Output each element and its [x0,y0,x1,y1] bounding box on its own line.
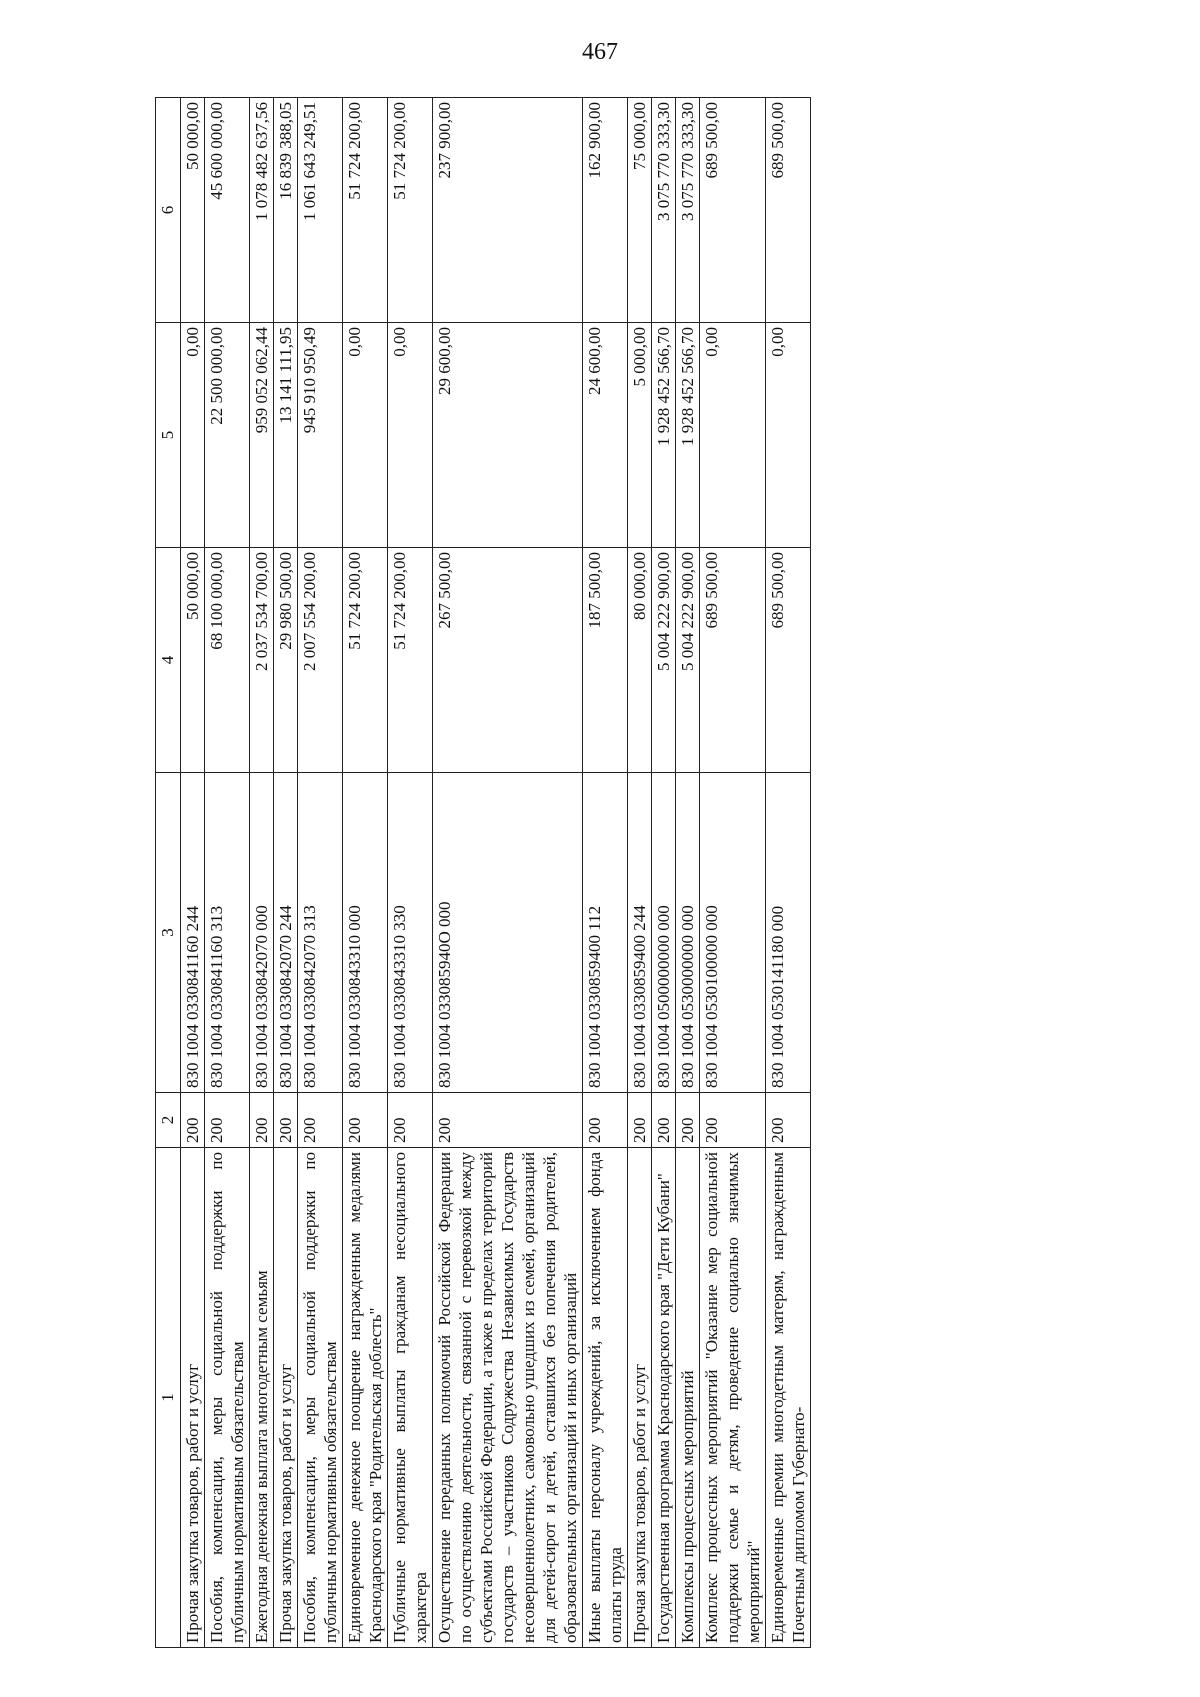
table-row [205,98,250,1648]
row-code-3: 830 1004 0330842070 313 [298,773,343,1093]
row-name: Прочая закупка товаров, работ и услуг [181,1148,205,1648]
row-value-5: 5 000,00 [628,323,652,548]
table-row [388,98,433,1648]
row-value-5: 945 910 950,49 [298,323,343,548]
row-code-3: 830 1004 0330842070 244 [274,773,298,1093]
row-code-2: 200 [250,1093,274,1148]
row-code-2: 200 [433,1093,583,1148]
row-value-5: 13 141 111,95 [274,323,298,548]
row-value-4: 68 100 000,00 [205,548,250,773]
column-header-3: 3 [156,773,181,1093]
row-code-3: 830 1004 0530141180 000 [766,773,811,1093]
row-value-5: 29 600,00 [433,323,583,548]
row-value-6: 16 839 388,05 [274,98,298,323]
row-value-4: 5 004 222 900,00 [676,548,700,773]
row-code-3: 830 1004 0330843310 000 [343,773,388,1093]
row-code-3: 830 1004 0530100000 000 [700,773,766,1093]
row-value-6: 45 600 000,00 [205,98,250,323]
row-code-2: 200 [181,1093,205,1148]
table-container [155,98,1065,1648]
table-row [652,98,676,1648]
row-code-2: 200 [388,1093,433,1148]
row-name: Пособия, компенсации, меры социальной поддержки по публичным нормативным обязательствам [205,1148,250,1648]
row-value-5: 1 928 452 566,70 [652,323,676,548]
column-header-5: 5 [156,323,181,548]
row-value-4: 2 037 534 700,00 [250,548,274,773]
column-header-1: 1 [156,1148,181,1648]
row-value-4: 267 500,00 [433,548,583,773]
row-name: Единовременное денежное поощрение награжденным медалями Краснодарского края "Родительская доблесть" [343,1148,388,1648]
row-name: Комплекс процессных мероприятий "Оказание мер социальной поддержки семье и детям, проведение социально значимых мероприятий" [700,1148,766,1648]
row-code-2: 200 [274,1093,298,1148]
row-value-4: 187 500,00 [583,548,628,773]
row-value-4: 80 000,00 [628,548,652,773]
row-value-6: 51 724 200,00 [343,98,388,323]
row-code-2: 200 [700,1093,766,1148]
row-value-5: 22 500 000,00 [205,323,250,548]
table-row [628,98,652,1648]
row-value-4: 51 724 200,00 [343,548,388,773]
row-name: Ежегодная денежная выплата многодетным семьям [250,1148,274,1648]
row-code-2: 200 [205,1093,250,1148]
row-name: Прочая закупка товаров, работ и услуг [274,1148,298,1648]
row-name: Иные выплаты персоналу учреждений, за исключением фонда оплаты труда [583,1148,628,1648]
table-row [343,98,388,1648]
row-value-6: 51 724 200,00 [388,98,433,323]
row-name: Единовременные премии многодетным матерям, награжденным Почетным дипломом Губернато- [766,1148,811,1648]
column-header-2: 2 [156,1093,181,1148]
budget-table [155,97,811,1648]
row-value-5: 0,00 [700,323,766,548]
row-code-3: 830 1004 033085940О 000 [433,773,583,1093]
row-value-5: 0,00 [388,323,433,548]
header-row [156,98,181,1648]
row-code-2: 200 [766,1093,811,1148]
column-header-4: 4 [156,548,181,773]
column-header-6: 6 [156,98,181,323]
row-name: Публичные нормативные выплаты гражданам несоциального характера [388,1148,433,1648]
row-value-5: 0,00 [766,323,811,548]
row-value-5: 0,00 [181,323,205,548]
row-code-3: 830 1004 0330859400 112 [583,773,628,1093]
table-row [583,98,628,1648]
row-value-6: 3 075 770 333,30 [676,98,700,323]
row-value-6: 689 500,00 [766,98,811,323]
row-value-6: 689 500,00 [700,98,766,323]
row-value-4: 50 000,00 [181,548,205,773]
table-row [250,98,274,1648]
row-value-4: 5 004 222 900,00 [652,548,676,773]
row-code-3: 830 1004 0330859400 244 [628,773,652,1093]
row-value-5: 1 928 452 566,70 [676,323,700,548]
row-value-5: 0,00 [343,323,388,548]
row-code-3: 830 1004 0330843310 330 [388,773,433,1093]
row-value-4: 2 007 554 200,00 [298,548,343,773]
row-value-6: 50 000,00 [181,98,205,323]
row-value-5: 24 600,00 [583,323,628,548]
table-row [676,98,700,1648]
row-code-2: 200 [628,1093,652,1148]
row-code-3: 830 1004 0330841160 313 [205,773,250,1093]
row-value-6: 1 061 643 249,51 [298,98,343,323]
row-code-2: 200 [343,1093,388,1148]
table-row [700,98,766,1648]
row-code-2: 200 [652,1093,676,1148]
page-number: 467 [582,39,618,65]
table-row [274,98,298,1648]
row-code-3: 830 1004 0330842070 000 [250,773,274,1093]
row-value-4: 51 724 200,00 [388,548,433,773]
row-code-2: 200 [676,1093,700,1148]
row-code-3: 830 1004 0330841160 244 [181,773,205,1093]
row-name: Государственная программа Краснодарского края "Дети Кубани" [652,1148,676,1648]
row-value-4: 689 500,00 [700,548,766,773]
row-value-6: 237 900,00 [433,98,583,323]
row-name: Прочая закупка товаров, работ и услуг [628,1148,652,1648]
row-value-5: 959 052 062,44 [250,323,274,548]
row-value-6: 162 900,00 [583,98,628,323]
row-code-3: 830 1004 0500000000 000 [652,773,676,1093]
row-value-4: 689 500,00 [766,548,811,773]
row-code-2: 200 [298,1093,343,1148]
row-name: Пособия, компенсации, меры социальной поддержки по публичным нормативным обязательствам [298,1148,343,1648]
table-row [766,98,811,1648]
row-code-3: 830 1004 0530000000 000 [676,773,700,1093]
row-value-4: 29 980 500,00 [274,548,298,773]
row-name: Осуществление переданных полномочий Российской Федерации по осуществлению деятельности, связанной с перевозкой между субъектами Российской Федерации, а также в пределах территорий государств – участников Содружества Независимых Государств несовершеннолетних, самовольно ушедших из семей, организаций для детей-сирот и детей, оставшихся без попечения родителей, образовательных организаций и иных организаций [433,1148,583,1648]
table-row [181,98,205,1648]
rotated-table-frame [155,98,1065,1648]
table-row [298,98,343,1648]
row-name: Комплексы процессных мероприятий [676,1148,700,1648]
row-value-6: 3 075 770 333,30 [652,98,676,323]
row-code-2: 200 [583,1093,628,1148]
row-value-6: 1 078 482 637,56 [250,98,274,323]
table-row [433,98,583,1648]
row-value-6: 75 000,00 [628,98,652,323]
table-body [181,98,811,1648]
